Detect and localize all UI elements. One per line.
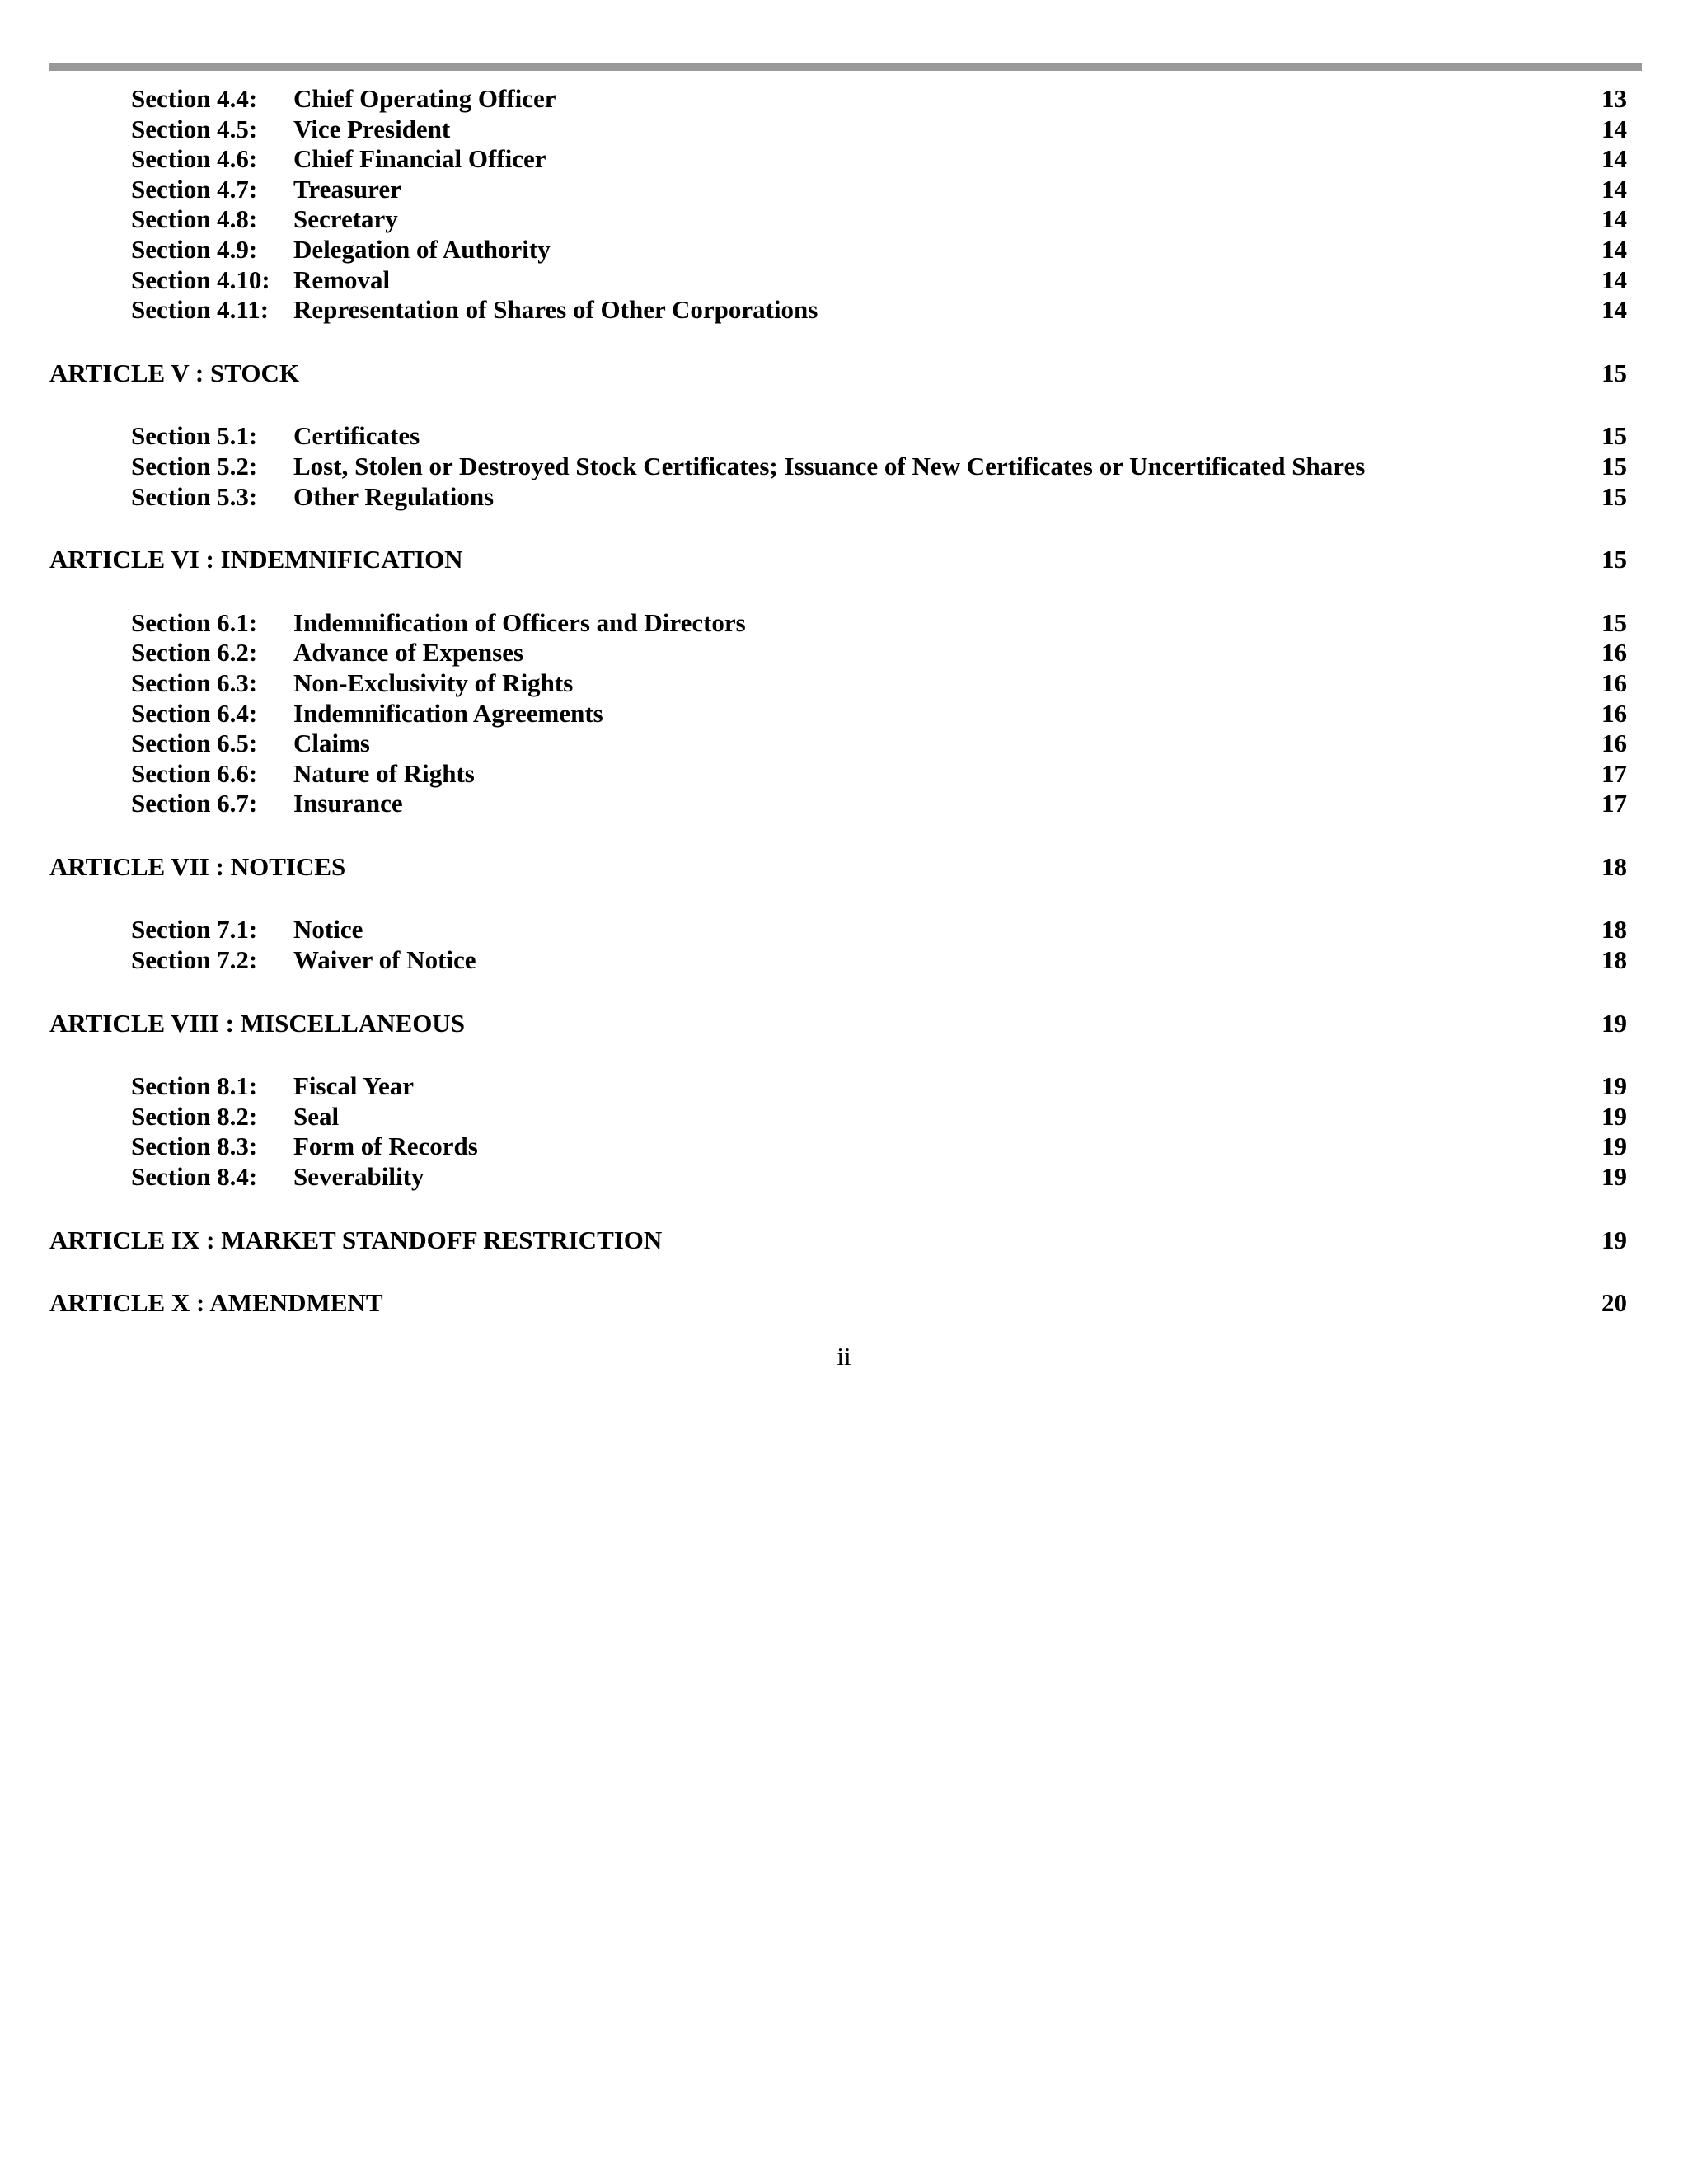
toc-section-title: Certificates — [293, 421, 420, 451]
toc-page-number: 19 — [1601, 1071, 1627, 1101]
toc-section-number: Section 6.6: — [131, 758, 258, 788]
toc-page-number: 14 — [1601, 114, 1627, 143]
toc-page-number: 17 — [1601, 789, 1627, 818]
toc-section-title: Indemnification Agreements — [293, 698, 603, 728]
toc-page-number: 16 — [1601, 638, 1627, 668]
toc-section-title: Representation of Shares of Other Corporations — [293, 295, 818, 325]
toc-article-heading — [49, 545, 1627, 575]
toc-section-entry — [49, 1162, 1627, 1193]
toc-section-number: Section 8.3: — [131, 1132, 258, 1161]
toc-section-title: Lost, Stolen or Destroyed Stock Certificates; Issuance of New Certificates or Uncertificated Shares — [293, 451, 1366, 480]
toc-section-number: Section 4.11: — [131, 295, 270, 325]
toc-section-number: Section 4.7: — [131, 174, 258, 204]
page-number: ii — [837, 1342, 851, 1371]
toc-section-entry — [49, 84, 1627, 115]
toc-section-title: Indemnification of Officers and Directors — [293, 607, 746, 637]
toc-section-entry — [49, 1132, 1627, 1162]
toc-page-number: 15 — [1601, 358, 1627, 387]
toc-section-number: Section 7.2: — [131, 945, 258, 975]
toc-section-number: Section 6.1: — [131, 607, 258, 637]
toc-section-title: Notice — [293, 915, 363, 944]
toc-section-title: Delegation of Authority — [293, 234, 551, 264]
toc-section-number: Section 6.7: — [131, 789, 258, 818]
toc-section-title: Vice President — [293, 114, 451, 143]
toc-article-heading — [49, 359, 1627, 389]
toc-section-title: Treasurer — [293, 174, 401, 204]
toc-section-number: Section 6.4: — [131, 698, 258, 728]
toc-page-number: 18 — [1601, 915, 1627, 944]
toc-section-number: Section 8.2: — [131, 1101, 258, 1131]
table-of-contents — [49, 84, 1627, 1352]
toc-page-number: 18 — [1601, 945, 1627, 975]
toc-section-number: Section 8.1: — [131, 1071, 258, 1101]
toc-section-entry — [49, 265, 1627, 296]
toc-section-entry — [49, 729, 1627, 759]
toc-section-title: Other Regulations — [293, 481, 495, 511]
toc-section-entry — [49, 1102, 1627, 1132]
toc-section-entry — [49, 789, 1627, 819]
toc-page-number: 17 — [1601, 758, 1627, 788]
toc-section-title: Removal — [293, 265, 391, 294]
toc-section-number: Section 5.1: — [131, 421, 258, 451]
toc-page-number: 16 — [1601, 729, 1627, 758]
toc-section-entry — [49, 295, 1627, 326]
toc-section-entry — [49, 945, 1627, 976]
toc-page-number: 15 — [1601, 607, 1627, 637]
toc-page-number: 14 — [1601, 295, 1627, 325]
toc-section-entry — [49, 638, 1627, 668]
toc-section-title: Seal — [293, 1101, 340, 1131]
toc-section-title: Secretary — [293, 204, 398, 234]
toc-section-title: Nature of Rights — [293, 758, 475, 788]
toc-page-number: 16 — [1601, 698, 1627, 728]
toc-article-title: ARTICLE VI : INDEMNIFICATION — [49, 545, 463, 574]
toc-section-number: Section 4.10: — [131, 265, 270, 294]
toc-article-heading — [49, 852, 1627, 883]
toc-section-number: Section 5.2: — [131, 451, 258, 480]
toc-section-title: Waiver of Notice — [293, 945, 476, 975]
toc-section-title: Fiscal Year — [293, 1071, 415, 1101]
toc-article-title: ARTICLE IX : MARKET STANDOFF RESTRICTION — [49, 1225, 663, 1254]
toc-section-number: Section 6.5: — [131, 729, 258, 758]
toc-section-entry — [49, 421, 1627, 452]
toc-page-number: 19 — [1601, 1101, 1627, 1131]
toc-section-entry — [49, 915, 1627, 945]
toc-article-title: ARTICLE VIII : MISCELLANEOUS — [49, 1008, 465, 1038]
toc-section-entry — [49, 115, 1627, 145]
toc-article-title: ARTICLE VII : NOTICES — [49, 851, 346, 881]
toc-page-number: 14 — [1601, 174, 1627, 204]
toc-section-entry — [49, 699, 1627, 729]
toc-page-number: 16 — [1601, 668, 1627, 697]
toc-page-number: 14 — [1601, 204, 1627, 234]
toc-section-title: Claims — [293, 729, 370, 758]
toc-page-number: 20 — [1601, 1288, 1627, 1318]
toc-section-entry — [49, 482, 1627, 513]
toc-page-number: 19 — [1601, 1132, 1627, 1161]
toc-section-entry — [49, 608, 1627, 639]
toc-page-number: 18 — [1601, 851, 1627, 881]
toc-section-entry — [49, 759, 1627, 790]
toc-section-number: Section 5.3: — [131, 481, 258, 511]
toc-section-title: Advance of Expenses — [293, 638, 524, 668]
toc-article-heading — [49, 1009, 1627, 1039]
toc-article-title: ARTICLE V : STOCK — [49, 358, 299, 387]
toc-section-entry — [49, 1071, 1627, 1102]
toc-section-entry — [49, 204, 1627, 235]
top-rule — [49, 63, 1642, 71]
toc-section-title: Chief Operating Officer — [293, 84, 556, 113]
toc-section-number: Section 6.2: — [131, 638, 258, 668]
toc-section-entry — [49, 144, 1627, 175]
toc-section-entry — [49, 175, 1627, 205]
toc-section-number: Section 8.4: — [131, 1162, 258, 1192]
toc-section-number: Section 4.5: — [131, 114, 258, 143]
toc-section-entry — [49, 235, 1627, 265]
toc-section-number: Section 4.4: — [131, 84, 258, 113]
toc-article-title: ARTICLE X : AMENDMENT — [49, 1288, 383, 1318]
toc-page-number: 19 — [1601, 1162, 1627, 1192]
toc-page-number: 14 — [1601, 234, 1627, 264]
toc-page-number: 15 — [1601, 481, 1627, 511]
toc-section-number: Section 6.3: — [131, 668, 258, 697]
toc-section-entry — [49, 452, 1627, 482]
toc-section-number: Section 4.8: — [131, 204, 258, 234]
toc-page-number: 13 — [1601, 84, 1627, 113]
toc-article-heading — [49, 1226, 1627, 1256]
toc-page-number: 15 — [1601, 545, 1627, 574]
toc-page-number: 14 — [1601, 265, 1627, 294]
toc-section-number: Section 4.6: — [131, 144, 258, 174]
toc-section-title: Non-Exclusivity of Rights — [293, 668, 574, 697]
toc-page-number: 15 — [1601, 421, 1627, 451]
toc-section-title: Insurance — [293, 789, 403, 818]
toc-section-title: Chief Financial Officer — [293, 144, 546, 174]
toc-section-number: Section 4.9: — [131, 234, 258, 264]
toc-section-entry — [49, 668, 1627, 699]
toc-section-number: Section 7.1: — [131, 915, 258, 944]
toc-page-number: 19 — [1601, 1008, 1627, 1038]
toc-page-number: 19 — [1601, 1225, 1627, 1254]
toc-page-number: 15 — [1601, 451, 1627, 480]
toc-section-title: Severability — [293, 1162, 424, 1192]
toc-section-title: Form of Records — [293, 1132, 478, 1161]
toc-article-heading — [49, 1288, 1627, 1319]
toc-page-number: 14 — [1601, 144, 1627, 174]
